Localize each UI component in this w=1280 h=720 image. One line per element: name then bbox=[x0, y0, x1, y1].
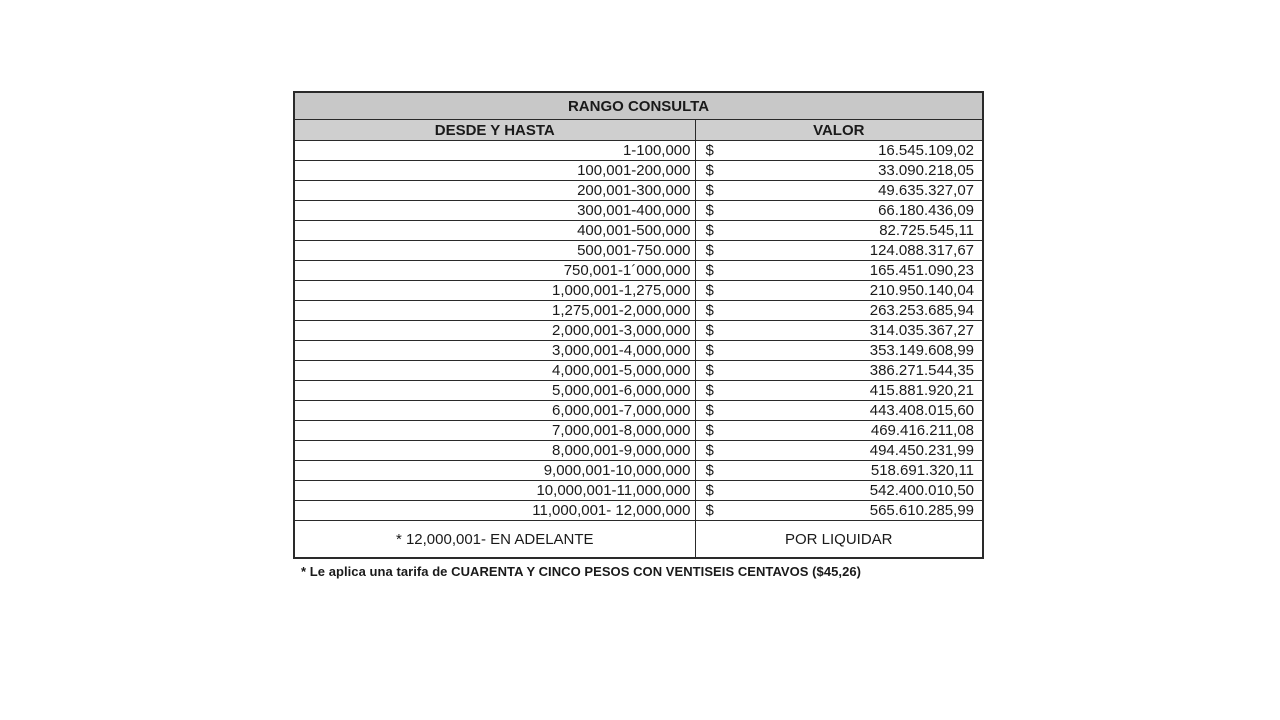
currency-symbol: $ bbox=[705, 342, 714, 359]
table-row bbox=[294, 221, 983, 241]
table-row bbox=[294, 281, 983, 301]
column-header-value: VALOR bbox=[695, 120, 983, 141]
amount: 210.950.140,04 bbox=[869, 282, 975, 299]
range-cell: 1,000,001-1,275,000 bbox=[294, 281, 695, 301]
range-cell: 500,001-750.000 bbox=[294, 241, 695, 261]
final-value-cell: POR LIQUIDAR bbox=[695, 521, 983, 559]
range-cell: 7,000,001-8,000,000 bbox=[294, 421, 695, 441]
currency-symbol: $ bbox=[705, 462, 714, 479]
table-row bbox=[294, 141, 983, 161]
range-cell: 3,000,001-4,000,000 bbox=[294, 341, 695, 361]
value-cell bbox=[695, 321, 983, 341]
currency-symbol: $ bbox=[705, 222, 714, 239]
amount: 353.149.608,99 bbox=[869, 342, 975, 359]
currency-symbol: $ bbox=[705, 382, 714, 399]
currency-symbol: $ bbox=[705, 442, 714, 459]
range-cell: 300,001-400,000 bbox=[294, 201, 695, 221]
table-row bbox=[294, 241, 983, 261]
range-cell: 750,001-1´000,000 bbox=[294, 261, 695, 281]
amount: 565.610.285,99 bbox=[869, 502, 975, 519]
amount: 33.090.218,05 bbox=[878, 162, 975, 179]
range-cell: 2,000,001-3,000,000 bbox=[294, 321, 695, 341]
amount: 124.088.317,67 bbox=[869, 242, 975, 259]
value-cell bbox=[695, 381, 983, 401]
range-cell: 8,000,001-9,000,000 bbox=[294, 441, 695, 461]
value-cell bbox=[695, 341, 983, 361]
currency-symbol: $ bbox=[705, 162, 714, 179]
table-row bbox=[294, 341, 983, 361]
table-row bbox=[294, 501, 983, 521]
currency-symbol: $ bbox=[705, 422, 714, 439]
amount: 443.408.015,60 bbox=[869, 402, 975, 419]
currency-symbol: $ bbox=[705, 482, 714, 499]
range-cell: 5,000,001-6,000,000 bbox=[294, 381, 695, 401]
currency-symbol: $ bbox=[705, 242, 714, 259]
table-row bbox=[294, 441, 983, 461]
table-row bbox=[294, 261, 983, 281]
value-cell bbox=[695, 161, 983, 181]
currency-symbol: $ bbox=[705, 182, 714, 199]
amount: 49.635.327,07 bbox=[878, 182, 975, 199]
value-cell bbox=[695, 401, 983, 421]
range-cell: 10,000,001-11,000,000 bbox=[294, 481, 695, 501]
value-cell bbox=[695, 241, 983, 261]
footnote: * Le aplica una tarifa de CUARENTA Y CINCO PESOS CON VENTISEIS CENTAVOS ($45,26) bbox=[301, 564, 862, 579]
range-cell: 11,000,001- 12,000,000 bbox=[294, 501, 695, 521]
value-cell bbox=[695, 421, 983, 441]
table-row bbox=[294, 161, 983, 181]
table-title: RANGO CONSULTA bbox=[294, 92, 983, 120]
currency-symbol: $ bbox=[705, 302, 714, 319]
table-row bbox=[294, 381, 983, 401]
range-cell: 1-100,000 bbox=[294, 141, 695, 161]
rango-consulta-table bbox=[293, 91, 984, 559]
value-cell bbox=[695, 201, 983, 221]
table-row bbox=[294, 481, 983, 501]
table-row bbox=[294, 401, 983, 421]
value-cell bbox=[695, 141, 983, 161]
amount: 66.180.436,09 bbox=[878, 202, 975, 219]
amount: 82.725.545,11 bbox=[879, 222, 975, 239]
table-body bbox=[294, 141, 983, 521]
amount: 518.691.320,11 bbox=[870, 462, 975, 479]
table-row bbox=[294, 421, 983, 441]
table-row bbox=[294, 301, 983, 321]
range-cell: 6,000,001-7,000,000 bbox=[294, 401, 695, 421]
range-cell: 1,275,001-2,000,000 bbox=[294, 301, 695, 321]
range-cell: 9,000,001-10,000,000 bbox=[294, 461, 695, 481]
table-row-final bbox=[294, 521, 983, 559]
range-cell: 4,000,001-5,000,000 bbox=[294, 361, 695, 381]
amount: 542.400.010,50 bbox=[869, 482, 975, 499]
value-cell bbox=[695, 281, 983, 301]
value-cell bbox=[695, 221, 983, 241]
column-header-range: DESDE Y HASTA bbox=[294, 120, 695, 141]
value-cell bbox=[695, 301, 983, 321]
final-range-cell: * 12,000,001- EN ADELANTE bbox=[294, 521, 695, 559]
table-row bbox=[294, 181, 983, 201]
value-cell bbox=[695, 441, 983, 461]
value-cell bbox=[695, 501, 983, 521]
amount: 469.416.211,08 bbox=[870, 422, 975, 439]
amount: 263.253.685,94 bbox=[869, 302, 975, 319]
currency-symbol: $ bbox=[705, 142, 714, 159]
range-cell: 100,001-200,000 bbox=[294, 161, 695, 181]
amount: 386.271.544,35 bbox=[869, 362, 975, 379]
rate-document bbox=[293, 91, 982, 579]
amount: 314.035.367,27 bbox=[869, 322, 975, 339]
currency-symbol: $ bbox=[705, 402, 714, 419]
amount: 16.545.109,02 bbox=[878, 142, 975, 159]
currency-symbol: $ bbox=[705, 262, 714, 279]
value-cell bbox=[695, 361, 983, 381]
currency-symbol: $ bbox=[705, 322, 714, 339]
amount: 165.451.090,23 bbox=[869, 262, 975, 279]
currency-symbol: $ bbox=[705, 202, 714, 219]
value-cell bbox=[695, 181, 983, 201]
table-row bbox=[294, 201, 983, 221]
table-row bbox=[294, 361, 983, 381]
currency-symbol: $ bbox=[705, 502, 714, 519]
currency-symbol: $ bbox=[705, 282, 714, 299]
amount: 494.450.231,99 bbox=[869, 442, 975, 459]
value-cell bbox=[695, 261, 983, 281]
value-cell bbox=[695, 481, 983, 501]
value-cell bbox=[695, 461, 983, 481]
amount: 415.881.920,21 bbox=[869, 382, 975, 399]
currency-symbol: $ bbox=[705, 362, 714, 379]
table-row bbox=[294, 321, 983, 341]
table-row bbox=[294, 461, 983, 481]
range-cell: 200,001-300,000 bbox=[294, 181, 695, 201]
range-cell: 400,001-500,000 bbox=[294, 221, 695, 241]
